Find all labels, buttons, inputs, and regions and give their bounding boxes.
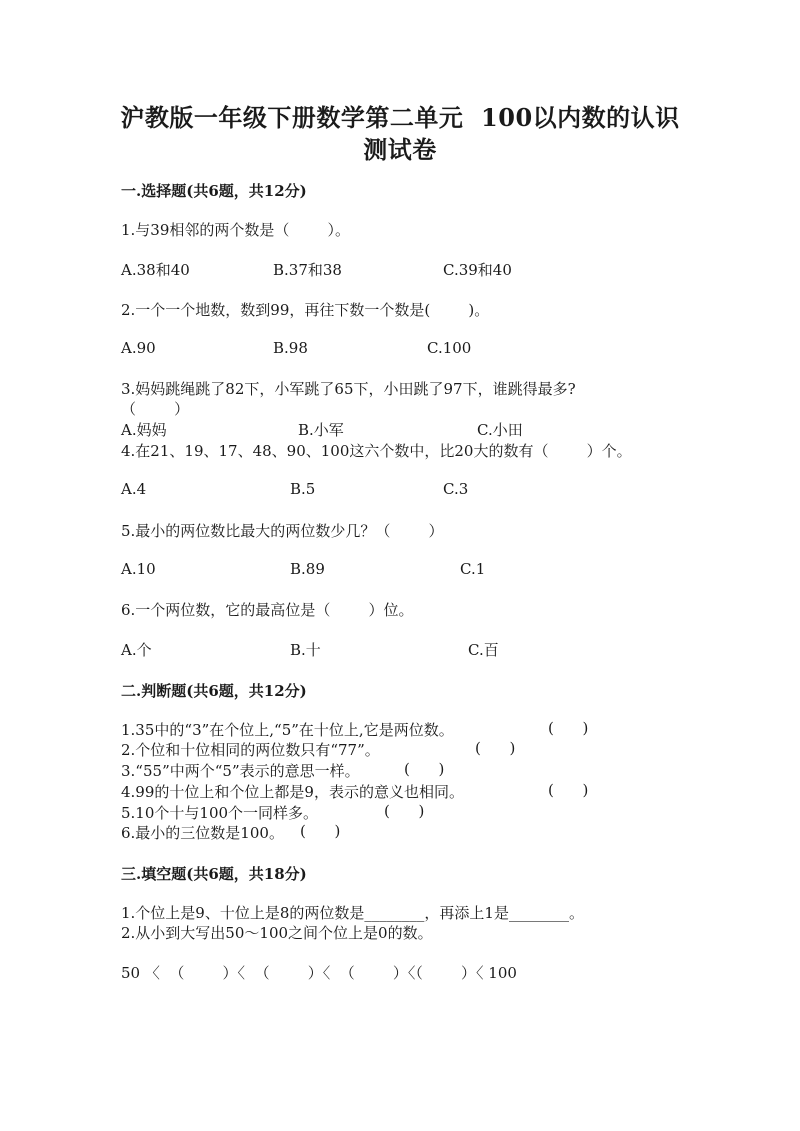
judge-item-1: 1.35中的“3”在个位上,“5”在十位上,它是两位数。 xyxy=(121,721,454,739)
judge-item-2-blank: ( ) xyxy=(475,739,516,757)
option-1-4-a: A.4 xyxy=(121,480,147,498)
question-1-3-blank: （ ） xyxy=(121,400,190,418)
question-1-1: 1.与39相邻的两个数是（ ）。 xyxy=(121,221,351,239)
judge-item-6-blank: ( ) xyxy=(300,822,341,840)
question-1-6: 6.一个两位数，它的最高位是（ ）位。 xyxy=(121,601,414,619)
question-1-2: 2.一个一个地数，数到99，再往下数一个数是( )。 xyxy=(121,301,490,319)
question-1-5: 5.最小的两位数比最大的两位数少几？（ ） xyxy=(121,522,444,540)
option-1-2-a: A.90 xyxy=(121,339,156,357)
judge-item-3: 3.“55”中两个“5”表示的意思一样。 xyxy=(121,762,360,780)
option-1-1-b: B.37和38 xyxy=(273,261,342,279)
section-1-heading: 一.选择题(共6题，共12分) xyxy=(121,182,307,200)
section-2-heading: 二.判断题(共6题，共12分) xyxy=(121,682,307,700)
option-1-3-a: A.妈妈 xyxy=(121,421,167,439)
option-1-4-b: B.5 xyxy=(290,480,316,498)
title-line-1: 沪教版一年级下册数学第二单元 100以内数的认识 xyxy=(120,103,680,132)
judge-item-4-blank: ( ) xyxy=(548,781,589,799)
judge-item-2: 2.个位和十位相同的两位数只有“77”。 xyxy=(121,741,380,759)
option-1-5-c: C.1 xyxy=(460,560,486,578)
fill-question-2: 2.从小到大写出50～100之间个位上是0的数。 xyxy=(121,924,433,942)
option-1-6-a: A.个 xyxy=(121,641,152,659)
option-1-1-c: C.39和40 xyxy=(443,261,512,279)
judge-item-3-blank: ( ) xyxy=(404,760,445,778)
option-1-2-b: B.98 xyxy=(273,339,308,357)
fill-question-1: 1.个位上是9、十位上是8的两位数是________，再添上1是________。 xyxy=(121,904,584,922)
option-1-6-b: B.十 xyxy=(290,641,321,659)
option-1-1-a: A.38和40 xyxy=(121,261,190,279)
question-1-4: 4.在21、19、17、48、90、100这六个数中，比20大的数有（ ）个。 xyxy=(121,442,632,460)
judge-item-6: 6.最小的三位数是100。 xyxy=(121,824,284,842)
option-1-6-c: C.百 xyxy=(468,641,499,659)
option-1-3-b: B.小军 xyxy=(298,421,344,439)
question-1-3: 3.妈妈跳绳跳了82下，小军跳了65下，小田跳了97下，谁跳得最多? xyxy=(121,380,576,398)
option-1-2-c: C.100 xyxy=(427,339,472,357)
option-1-5-b: B.89 xyxy=(290,560,325,578)
section-3-heading: 三.填空题(共6题，共18分) xyxy=(121,865,307,883)
judge-item-5: 5.10个十与100个一同样多。 xyxy=(121,804,319,822)
title-line-2: 测试卷 xyxy=(363,135,437,164)
judge-item-4: 4.99的十位上和个位上都是9，表示的意义也相同。 xyxy=(121,783,464,801)
judge-item-5-blank: ( ) xyxy=(384,802,425,820)
judge-item-1-blank: ( ) xyxy=(548,719,589,737)
option-1-4-c: C.3 xyxy=(443,480,469,498)
number-sequence: 50 〈 （ ）〈 （ ）〈 （ ）〈（ ）〈 100 xyxy=(121,964,517,982)
option-1-5-a: A.10 xyxy=(121,560,156,578)
option-1-3-c: C.小田 xyxy=(477,421,523,439)
